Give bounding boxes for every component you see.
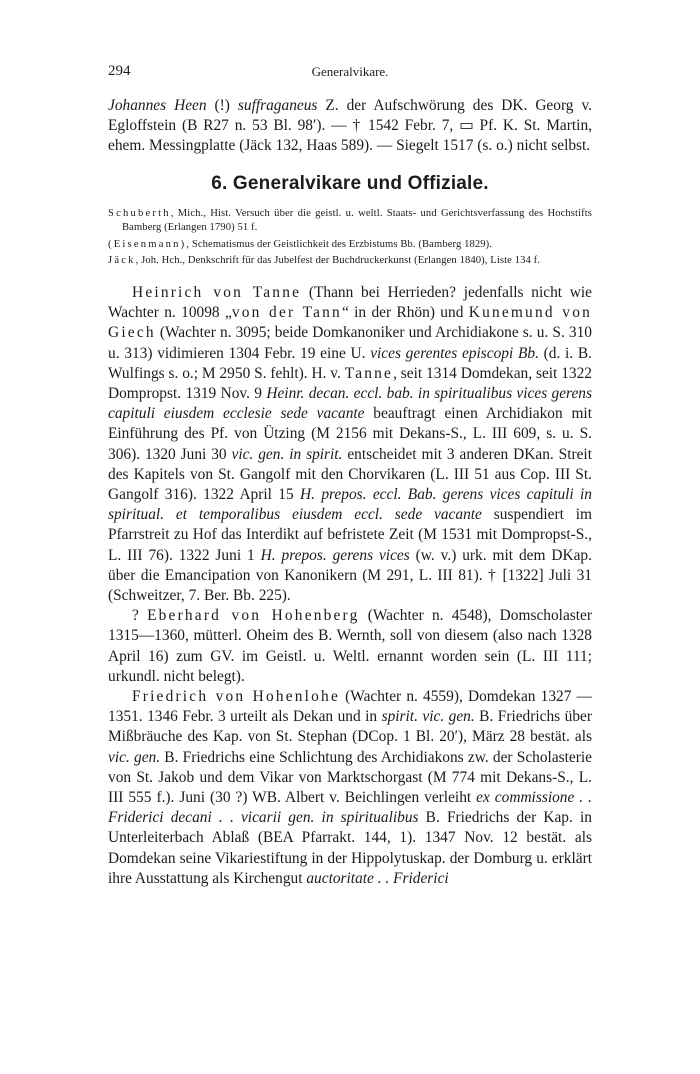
page-number: 294: [108, 63, 131, 79]
literature-entry: Jäck, Joh. Hch., Denkschrift für das Jubelfest der Buchdruckerkunst (Erlangen 1840), Liste 134 f.: [108, 255, 541, 267]
literature-entry: Schuberth, Mich., Hist. Versuch über die geistl. u. weltl. Staats- und Gerichtsverfassung des Hochstifts Bamberg (Erlangen 1790) 51 f.: [108, 207, 592, 234]
page-header: [108, 63, 592, 83]
running-title: Generalvikare.: [311, 64, 389, 79]
person-name: Friedrich von Hohenlohe: [132, 688, 340, 706]
person-name: Johannes Heen: [108, 97, 207, 114]
person-name: Kunemund von Giech: [108, 304, 592, 342]
person-name: Eberhard von Hohenberg: [147, 607, 360, 625]
latin-term: suffraganeus: [237, 97, 318, 114]
person-name: Tanne: [344, 364, 394, 382]
entry-heinrich-von-tanne: Heinrich von Tanne (Thann bei Herrieden? jedenfalls nicht wie Wachter n. 10098 „von der Tann“ in der Rhön) und Kunemund von Giech (Wachter n. 3095; beide Domkanoniker und Archidiakone s. u. S. 310 u. 313) vidimieren 1304 Febr. 19 eine U. vices gerentes episcopi Bb. (d. i. B. Wulfings s. o.; M 2950 S. fehlt). H. v. Tanne, seit 1314 Domdekan, seit 1322 Dompropst. 1319 Nov. 9 Heinr. decan. eccl. bab. in spiritualibus vices gerens capituli eiusdem ecclesie sede vacante beauftragt einen Archidiakon mit Einführung des Pf. von Ützing (M 2156 mit Dekans-S., L. III 609, s. u. S. 306). 1320 Juni 30 vic. gen. in spirit. entscheidet mit 3 anderen DKan. Streit des Kapitels von St. Gangolf mit den Chorvikaren (L. III 51 aus Cop. III St. Gangolf 316). 1322 April 15 H. prepos. eccl. Bab. gerens vices capituli in spiritual. et temporalibus eiusdem eccl. sede vacante suspendiert im Pfarrstreit zu Hof das Interdikt auf befristete Zeit (M 1531 mit Dompropst-S., L. III 76). 1322 Juni 1 H. prepos. gerens vices (w. v.) urk. mit dem DKap. über die Emancipation von Kanonikern (M 291, L. III 81). † [1322] Juli 31 (Schweitzer, 7. Ber. Bb. 225).: [108, 283, 593, 605]
lit-author: Jäck: [108, 255, 136, 267]
literature-entry: (Eisenmann), Schematismus der Geistlichkeit des Erzbistums Bb. (Bamberg 1829).: [108, 238, 493, 250]
text-column: [108, 96, 592, 889]
person-name: Heinrich von Tanne: [132, 283, 302, 301]
intro-paragraph: Johannes Heen (!) suffraganeus Z. der Aufschwörung des DK. Georg v. Egloffstein (B R27 n. 53 Bl. 98′). — † 1542 Febr. 7, ▭ Pf. K. St. Martin, ehem. Messingplatte (Jäck 132, Haas 589). — Siegelt 1517 (s. o.) nicht selbst.: [108, 97, 593, 155]
lit-author: (Eisenmann): [108, 238, 187, 250]
section-heading: 6. Generalvikare und Offiziale.: [211, 172, 489, 194]
spacer: [108, 271, 592, 283]
entry-friedrich-von-hohenlohe: Friedrich von Hohenlohe (Wachter n. 4559), Domdekan 1327 —1351. 1346 Febr. 3 urteilt als Dekan und in spirit. vic. gen. B. Friedrichs über Mißbräuche des Kap. von St. Stephan (DCop. 1 Bl. 20′), März 28 bestät. als vic. gen. B. Friedrichs eine Schlichtung des Archidiakons zw. der Scholasterie von St. Jakob und dem Vikar von Marktschorgast (M 774 mit Dekans-S., L. III 555 f.). Juni (30 ?) WB. Albert v. Beichlingen verleiht ex commissione . . Friderici decani . . vicarii gen. in spiritualibus B. Friedrichs der Kap. in Unterleiterbach Ablaß (BEA Pfarrakt. 144, 1). 1347 Nov. 12 bestät. als Domdekan seine Vikariestiftung in der Hippolytuskap. der Domburg u. erklärt ihre Ausstattung als Kirchengut auctoritate . . Friderici: [108, 688, 593, 887]
lit-author: Schuberth: [108, 207, 171, 219]
entry-eberhard-von-hohenberg: ? Eberhard von Hohenberg (Wachter n. 4548), Domscholaster 1315—1360, mütterl. Oheim des B. Wernth, soll von diesem (also nach 1328 April 16) zum GV. im Geistl. u. Weltl. ernannt worden sein (L. III 111; urkundl. nicht belegt).: [108, 607, 592, 685]
